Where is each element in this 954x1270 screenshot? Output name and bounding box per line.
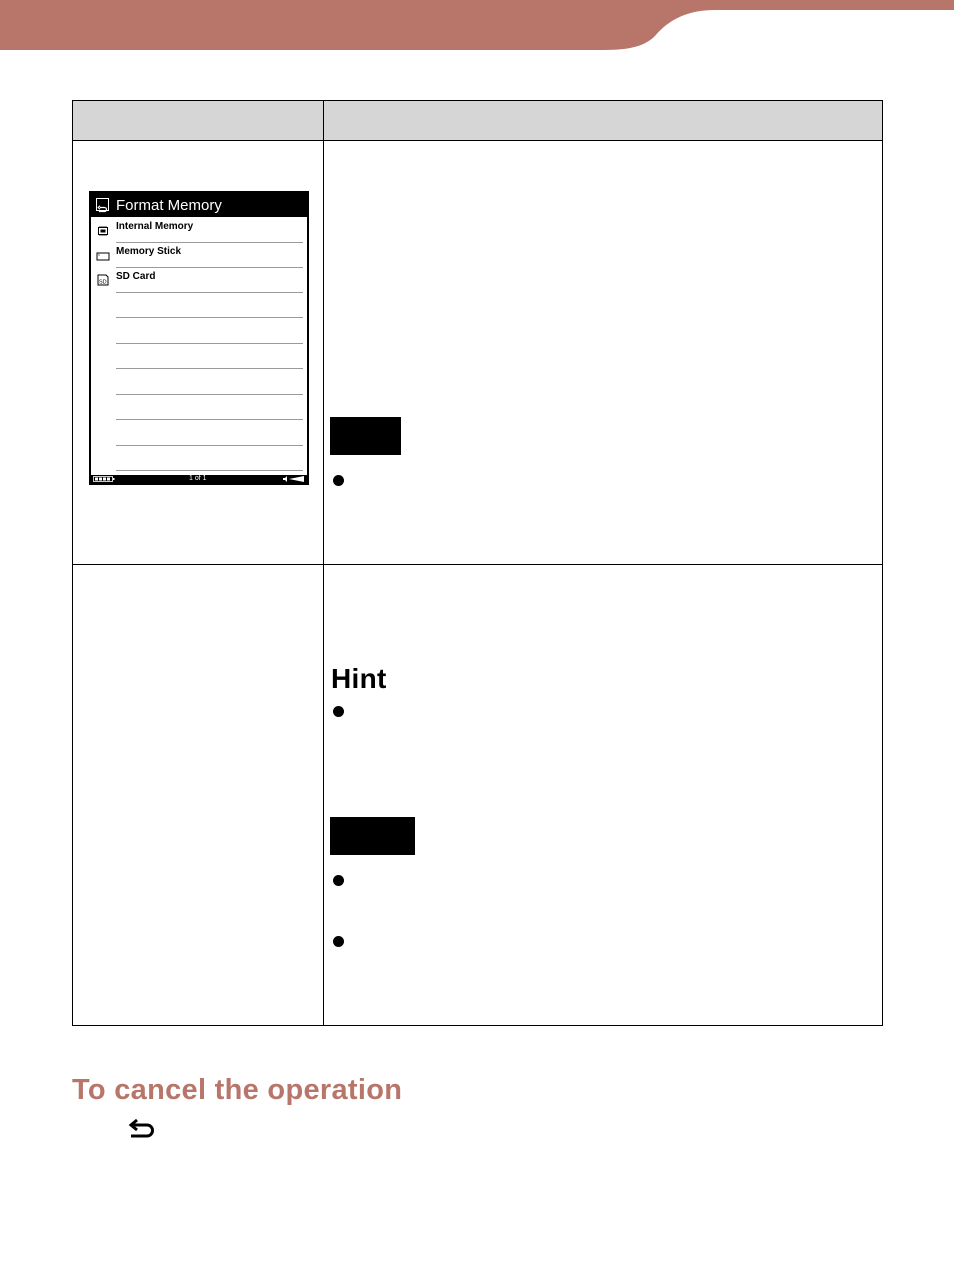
list-item-empty: [116, 344, 303, 369]
page-indicator: 1 of 1: [189, 475, 207, 482]
return-icon: [128, 1117, 158, 1139]
list-item-label: Internal Memory: [116, 221, 194, 232]
bullet: [333, 936, 344, 947]
hint-heading: Hint: [331, 663, 387, 694]
speaker-icon: [282, 475, 306, 483]
list-item-label: Memory Stick: [116, 246, 182, 257]
list-item-empty: [116, 293, 303, 318]
back-icon[interactable]: [96, 198, 109, 211]
note-label-box: [330, 817, 415, 855]
list-item-memory-stick[interactable]: [116, 243, 303, 268]
list-item-label: SD Card: [116, 271, 156, 282]
memory-stick-icon: [96, 250, 110, 262]
device-status-bar: [91, 475, 307, 483]
list-item-empty: [116, 395, 303, 420]
list-item-empty: [116, 421, 303, 446]
cancel-heading: To cancel the operation: [72, 1074, 403, 1106]
header-band: [0, 0, 954, 60]
note-label-box: [330, 417, 401, 455]
table-header-row: [73, 101, 882, 141]
row-divider: [73, 564, 882, 565]
chip-icon: [96, 225, 110, 237]
battery-icon: [93, 476, 115, 482]
list-item-internal-memory[interactable]: [116, 218, 303, 243]
device-screen: [89, 191, 309, 485]
bullet: [333, 875, 344, 886]
device-title-bar: [91, 193, 307, 217]
list-item-empty: [116, 446, 303, 471]
list-item-empty: [116, 319, 303, 344]
column-divider: [323, 101, 324, 1025]
settings-table: [72, 100, 883, 1026]
svg-text:SD: SD: [99, 279, 107, 286]
list-item-sd-card[interactable]: [116, 268, 303, 293]
list-item-empty: [116, 370, 303, 395]
bullet: [333, 475, 344, 486]
sd-card-icon: [96, 274, 110, 286]
bullet: [333, 706, 344, 717]
device-title: Format Memory: [116, 197, 222, 214]
